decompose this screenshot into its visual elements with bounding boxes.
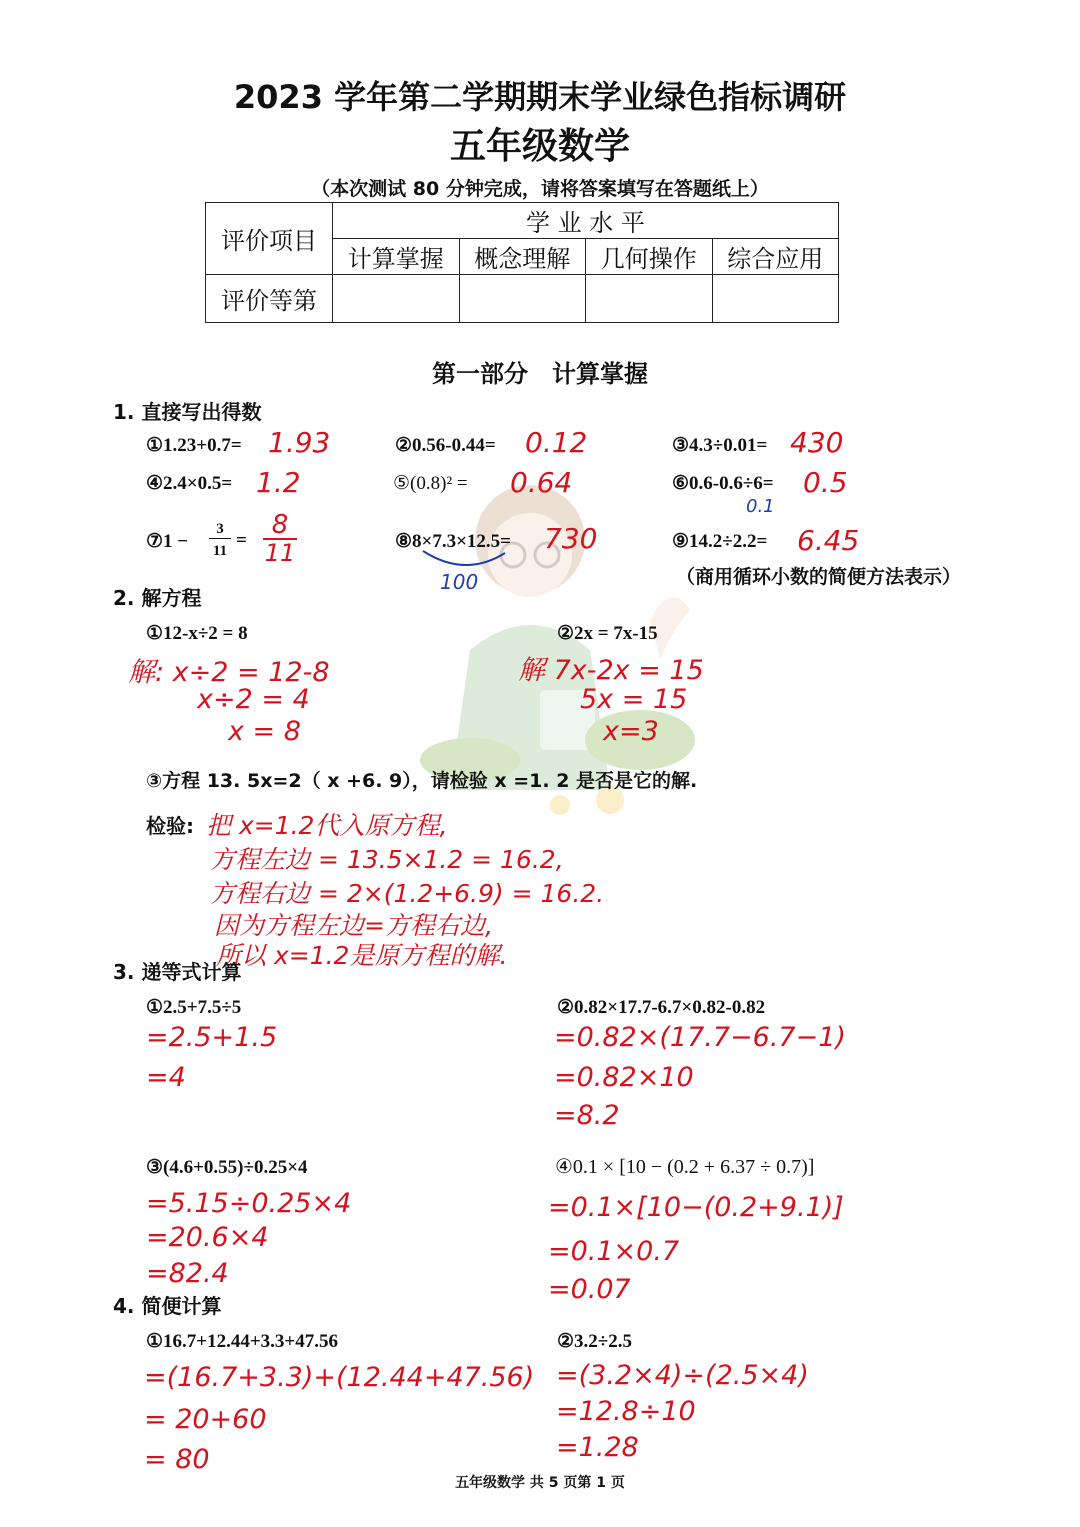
expression-2: ②0.82×17.7-6.7×0.82-0.82 (557, 997, 766, 1018)
question-3: ③4.3÷0.01= (672, 435, 768, 456)
answer-7-denominator: 11 (264, 539, 296, 567)
equation-1-step-1: 解: x÷2 = 12-8 (128, 657, 330, 688)
check-step-2: 方程左边 = 13.5×1.2 = 16.2, (210, 845, 564, 874)
equation-3: ③方程 13. 5x=2（ x +6. 9），请检验 x =1. 2 是否是它的解. (146, 770, 698, 792)
answer-9: 6.45 (797, 524, 860, 557)
question-9: ⑨14.2÷2.2= (672, 531, 768, 552)
question-7-numerator: 3 (209, 520, 231, 539)
expression-1: ①2.5+7.5÷5 (146, 997, 242, 1018)
question-7-equals: = (236, 530, 247, 551)
question-7-denominator: 11 (212, 543, 228, 559)
simplify-1: ①16.7+12.44+3.3+47.56 (146, 1331, 339, 1352)
working-note-6: 0.1 (746, 496, 775, 517)
expression-2-step-2: =0.82×10 (554, 1062, 694, 1093)
question-7-prefix: ⑦1 − (146, 531, 189, 552)
expression-3-step-1: =5.15÷0.25×4 (146, 1188, 352, 1219)
equation-1-step-2: x÷2 = 4 (197, 684, 310, 715)
question-6: ⑥0.6-0.6÷6= (672, 473, 774, 494)
answer-3: 430 (790, 426, 844, 459)
answer-1: 1.93 (268, 426, 331, 459)
question-5: ⑤(0.8)² = (393, 473, 468, 494)
expression-4-step-3: =0.07 (548, 1274, 631, 1305)
expression-3-step-2: =20.6×4 (146, 1222, 269, 1253)
expression-1-step-1: =2.5+1.5 (146, 1022, 278, 1053)
simplify-1-step-3: = 80 (144, 1444, 210, 1475)
answer-6: 0.5 (803, 466, 848, 499)
answer-2: 0.12 (525, 426, 588, 459)
check-label: 检验: (146, 814, 194, 838)
simplify-2-step-2: =12.8÷10 (556, 1396, 696, 1427)
column-header: 计算掌握 (333, 239, 460, 275)
question-9-hint: （商用循环小数的简便方法表示） (676, 566, 962, 588)
answer-7-numerator: 8 (263, 512, 297, 540)
answer-4: 1.2 (256, 466, 301, 499)
page-footer: 五年级数学 共 5 页第 1 页 (455, 1475, 625, 1491)
question-4: ④2.4×0.5= (146, 473, 233, 494)
answer-8: 730 (544, 522, 598, 555)
expression-4-step-1: =0.1×[10−(0.2+9.1)] (548, 1192, 844, 1223)
equation-2-step-2: 5x = 15 (580, 684, 688, 715)
grade-cell[interactable] (333, 275, 460, 323)
simplify-2-step-1: =(3.2×4)÷(2.5×4) (556, 1360, 809, 1391)
expression-4-step-2: =0.1×0.7 (548, 1236, 680, 1267)
answer-5: 0.64 (510, 466, 573, 499)
row-label-evaluation-item: 评价项目 (206, 203, 333, 275)
exam-subtitle: 五年级数学 (449, 126, 630, 167)
expression-4: ④0.1 × [10 − (0.2 + 6.37 ÷ 0.7)] (555, 1156, 815, 1178)
part-title: 第一部分 计算掌握 (432, 360, 648, 388)
simplify-2-step-3: =1.28 (556, 1432, 639, 1463)
check-step-5: 所以 x=1.2是原方程的解. (216, 941, 508, 970)
working-note-8: 100 (440, 570, 479, 594)
group-header-academic-level: 学 业 水 平 (333, 203, 839, 239)
check-step-1: 把 x=1.2代入原方程, (206, 811, 448, 840)
expression-1-step-2: =4 (146, 1062, 186, 1093)
grade-cell[interactable] (712, 275, 839, 323)
row-label-evaluation-grade: 评价等第 (206, 275, 333, 323)
question-1: ①1.23+0.7= (146, 435, 242, 456)
expression-3: ③(4.6+0.55)÷0.25×4 (146, 1157, 308, 1178)
expression-2-step-3: =8.2 (554, 1100, 620, 1131)
expression-3-step-3: =82.4 (146, 1258, 229, 1289)
working-arc-8 (420, 548, 510, 572)
exam-title: 2023 学年第二学期期末学业绿色指标调研 (233, 78, 847, 116)
exam-note: （本次测试 80 分钟完成，请将答案填写在答题纸上） (311, 178, 769, 200)
column-header: 几何操作 (586, 239, 713, 275)
question-8: ⑧8×7.3×12.5= (395, 531, 512, 552)
section-heading: 4. 简便计算 (113, 1294, 222, 1318)
simplify-1-step-2: = 20+60 (144, 1404, 267, 1435)
grade-cell[interactable] (459, 275, 586, 323)
section-heading: 3. 递等式计算 (113, 960, 242, 984)
equation-1: ①12-x÷2 = 8 (146, 623, 248, 644)
equation-2: ②2x = 7x-15 (557, 623, 658, 644)
equation-1-step-3: x = 8 (228, 716, 301, 747)
simplify-1-step-1: =(16.7+3.3)+(12.44+47.56) (144, 1362, 535, 1393)
simplify-2: ②3.2÷2.5 (557, 1331, 632, 1352)
grade-cell[interactable] (586, 275, 713, 323)
equation-2-step-3: x=3 (603, 716, 659, 747)
evaluation-table (205, 202, 839, 323)
question-2: ②0.56-0.44= (395, 435, 496, 456)
check-step-3: 方程右边 = 2×(1.2+6.9) = 16.2. (210, 879, 605, 908)
column-header: 概念理解 (459, 239, 586, 275)
expression-2-step-1: =0.82×(17.7−6.7−1) (554, 1022, 846, 1053)
equation-2-step-1: 解 7x-2x = 15 (518, 655, 704, 686)
section-heading: 2. 解方程 (113, 586, 202, 610)
column-header: 综合应用 (712, 239, 839, 275)
check-step-4: 因为方程左边=方程右边, (214, 911, 493, 940)
section-heading: 1. 直接写出得数 (113, 400, 262, 424)
